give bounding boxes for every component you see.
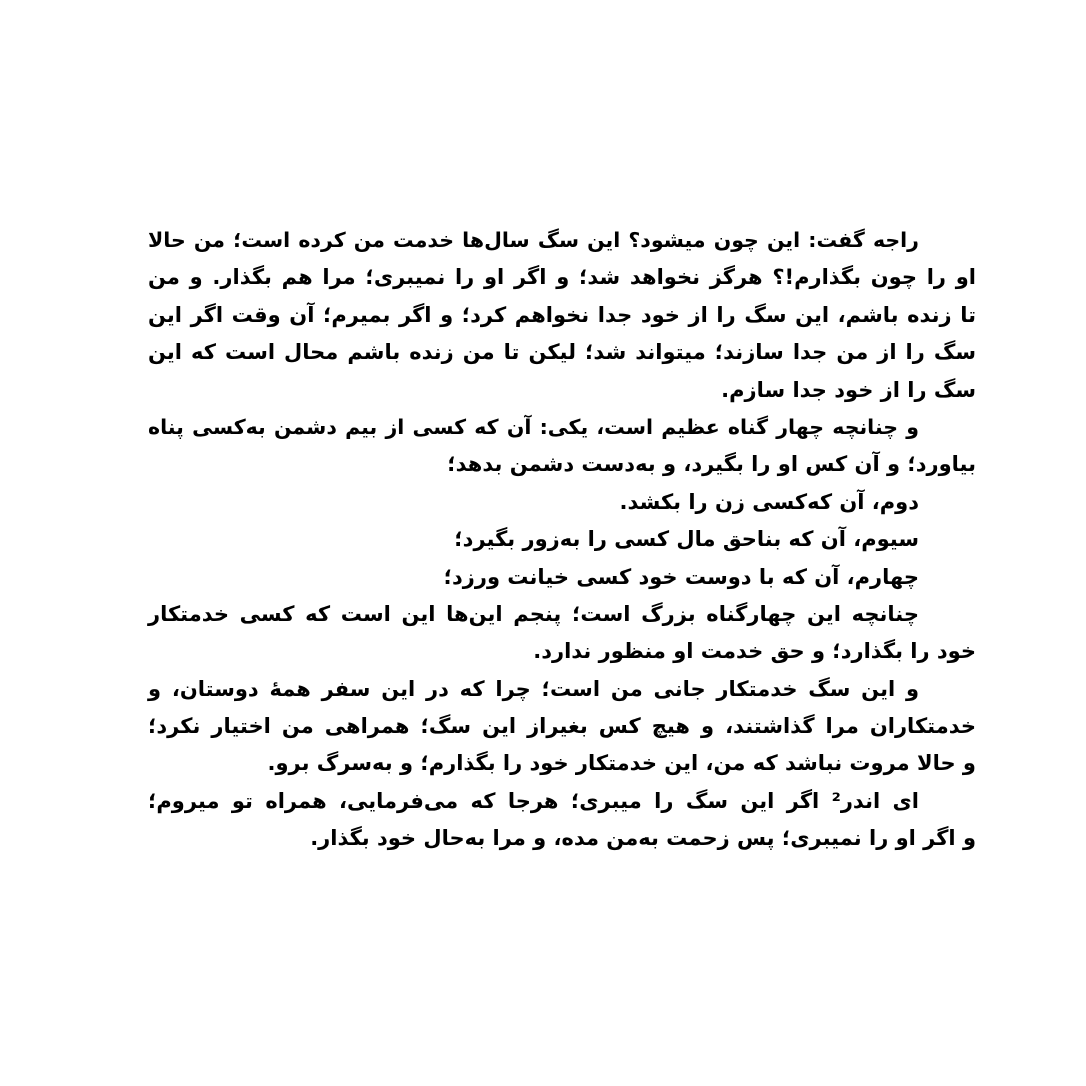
text-line: خود را بگذارد؛ و حق خدمت او منظور ندارد. xyxy=(533,639,976,664)
text-line: راجه گفت: این چون میشود؟ این سگ سال‌ها خدمت من کرده است؛ من حالا xyxy=(148,228,919,252)
text-line: دوم، آن که‌کسی زن را بکشد. xyxy=(619,489,919,514)
text-line: ای اندر² اگر این سگ را میبری؛ هرجا که می‌فرمایی، همراه تو میروم؛ xyxy=(148,788,919,813)
text-line: سگ را از من جدا سازند؛ میتواند شد؛ لیکن تا من زنده باشم محال است که این xyxy=(148,340,976,365)
persian-text-passage xyxy=(148,222,976,858)
text-line: سگ را از خود جدا سازم. xyxy=(721,377,976,402)
text-line: و این سگ خدمتکار جانی من است؛ چرا که در این سفر همهٔ دوستان، و xyxy=(148,676,919,701)
text-line: و چنانچه چهار گناه عظیم است، یکی: آن که کسی از بیم دشمن به‌کسی پناه xyxy=(148,414,919,439)
text-line: تا زنده باشم، این سگ را از خود جدا نخواهم کرد؛ و اگر بمیرم؛ آن وقت اگر این xyxy=(148,302,976,327)
text-line: خدمتکاران مرا گذاشتند، و هیچ کس بغیراز این سگ؛ همراهی من اختیار نکرد؛ xyxy=(148,714,976,739)
text-line: او را چون بگذارم!؟ هرگز نخواهد شد؛ و اگر او را نمیبری؛ مرا هم بگذار. و من xyxy=(148,265,976,290)
text-line: بیاورد؛ و آن کس او را بگیرد، و به‌دست دشمن بدهد؛ xyxy=(447,452,976,477)
text-line: چنانچه این چهارگناه بزرگ است؛ پنجم این‌ها این است که کسی خدمتکار xyxy=(148,601,919,626)
text-line: سیوم، آن که بناحق مال کسی را به‌زور بگیرد؛ xyxy=(454,527,919,552)
text-line: و اگر او را نمیبری؛ پس زحمت به‌من مده، و مرا به‌حال خود بگذار. xyxy=(310,826,976,851)
text-line: چهارم، آن که با دوست خود کسی خیانت ورزد؛ xyxy=(443,564,919,589)
text-line: و حالا مروت نباشد که من، این خدمتکار خود را بگذارم؛ و به‌سرگ برو. xyxy=(267,751,976,776)
